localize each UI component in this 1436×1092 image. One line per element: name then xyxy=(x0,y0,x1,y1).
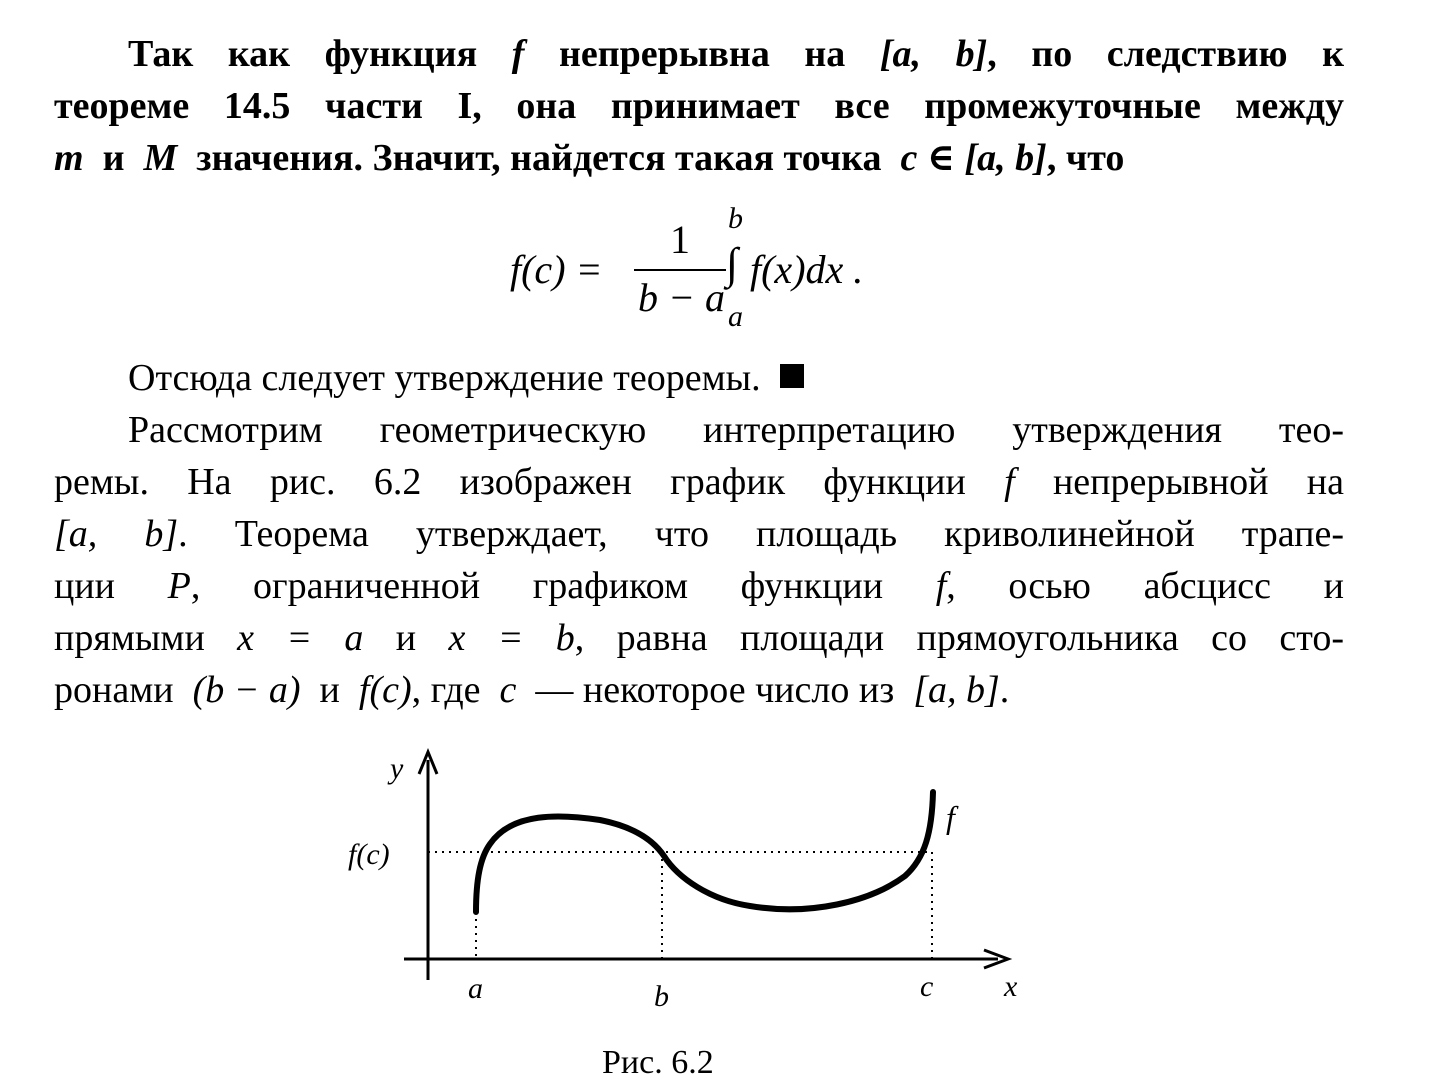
paragraph1-line3 xyxy=(54,132,1314,184)
math-f-of-c: f(c) xyxy=(358,669,412,711)
mean-value-formula xyxy=(510,202,910,334)
text: Рассмотрим геометрическую интерпретацию утверждения тео- xyxy=(128,409,1344,451)
text: — некоторое число из xyxy=(535,669,895,711)
function-curve xyxy=(476,792,933,912)
text: непрерывной на xyxy=(1052,461,1345,503)
text: . Теорема утверждает, что площадь криволинейной трапе- xyxy=(178,513,1345,555)
paragraph1-line2 xyxy=(54,80,1344,132)
text: ронами xyxy=(54,669,174,711)
math-x-eq-b: x = b xyxy=(448,617,575,659)
paragraph2-line4 xyxy=(54,560,1344,612)
text: и xyxy=(319,669,340,711)
fraction-bar xyxy=(634,269,726,271)
formula-integrand: f(x)dx . xyxy=(750,247,864,292)
math-interval: [a, b] xyxy=(913,669,1000,711)
text: Отсюда следует утверждение теоремы. xyxy=(128,357,761,399)
fc-label: f(c) xyxy=(348,838,390,871)
math-m: m xyxy=(54,137,84,179)
text: , что xyxy=(1046,137,1125,179)
math-c: c xyxy=(499,669,517,711)
qed-square-icon xyxy=(780,364,804,388)
tick-label-b: b xyxy=(654,980,669,1013)
paragraph2-line1 xyxy=(128,404,1344,456)
text: ции xyxy=(54,565,116,607)
integral-upper-limit: b xyxy=(728,202,743,235)
figure-6-2 xyxy=(330,740,1050,1040)
math-interval: [a, b] xyxy=(879,33,988,75)
figure-caption: Рис. 6.2 xyxy=(602,1044,714,1081)
math-M: M xyxy=(143,137,178,179)
text: , равна площади прямоугольника со сто- xyxy=(574,617,1345,659)
formula-denominator: b − a xyxy=(638,275,725,320)
text: значения. Значит, найдется такая точка xyxy=(196,137,882,179)
curve-label: f xyxy=(946,799,955,835)
text: . xyxy=(999,669,1010,711)
math-c-in-ab: c ∈ [a, b] xyxy=(900,137,1047,179)
text: , по следствию к xyxy=(987,33,1345,75)
paragraph1-line1 xyxy=(128,28,1344,80)
tick-label-a: a xyxy=(468,972,483,1005)
tick-label-c: c xyxy=(920,970,934,1003)
conclusion-line xyxy=(128,352,1344,404)
x-axis-label: x xyxy=(1004,970,1018,1003)
paragraph2-line3 xyxy=(54,508,1344,560)
paragraph2-line6 xyxy=(54,664,1214,716)
text: , где xyxy=(411,669,481,711)
y-axis-label: y xyxy=(390,752,404,785)
text: теореме 14.5 части I, она принимает все промежуточные между xyxy=(54,85,1344,127)
text: , ограниченной графиком функции xyxy=(190,565,884,607)
formula-numerator: 1 xyxy=(670,217,690,262)
paragraph2-line5 xyxy=(54,612,1344,664)
math-f: f xyxy=(935,565,947,607)
text: прямыми xyxy=(54,617,205,659)
integral-sign: ∫ xyxy=(726,239,739,288)
text: и xyxy=(102,137,125,179)
text: , осью абсцисс и xyxy=(946,565,1344,607)
paragraph2-line2 xyxy=(54,456,1344,508)
text: ремы. На рис. 6.2 изображен график функции xyxy=(54,461,966,503)
formula-lhs: f(c) = xyxy=(510,247,603,292)
math-f: f xyxy=(511,33,525,75)
math-f: f xyxy=(1004,461,1015,503)
math-b-minus-a: (b − a) xyxy=(192,669,301,711)
text: и xyxy=(395,617,417,659)
text: Так как функция xyxy=(128,33,478,75)
text: непрерывна на xyxy=(558,33,846,75)
integral-lower-limit: a xyxy=(728,300,743,333)
math-x-eq-a: x = a xyxy=(237,617,364,659)
math-P: P xyxy=(167,565,191,607)
math-interval: [a, b] xyxy=(54,513,179,555)
